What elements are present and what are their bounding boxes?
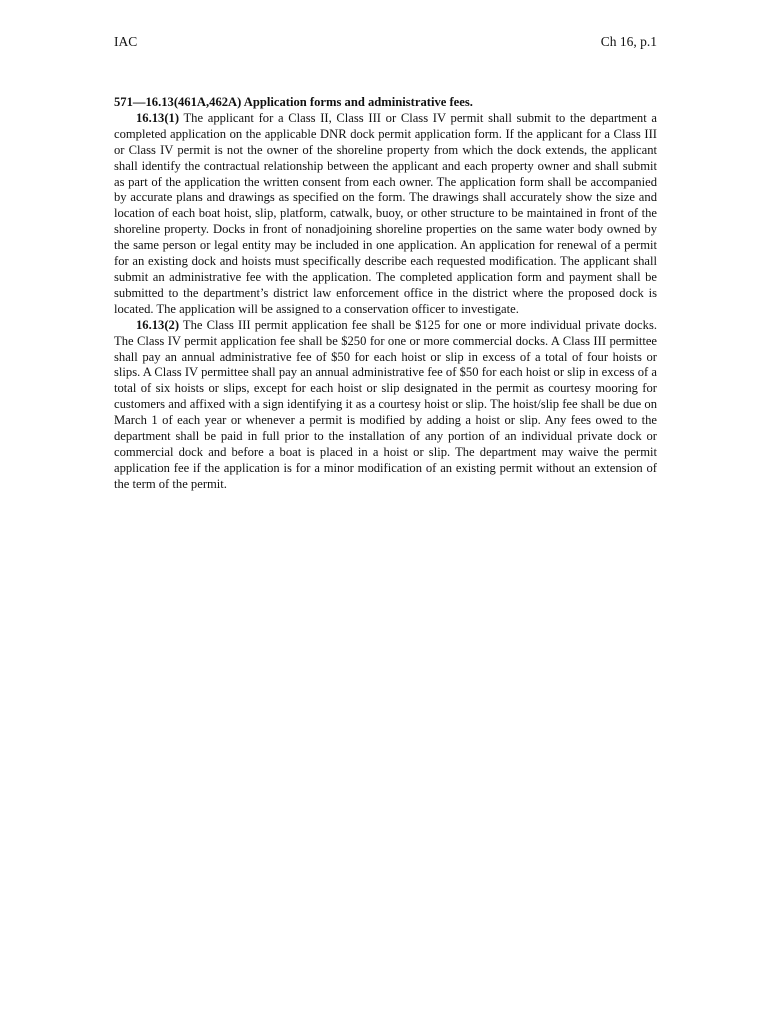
paragraph-text: The Class III permit application fee shall be $125 for one or more individual private docks. The Class IV permit application fee shall be $250 for one or more commercial docks. A Class III permittee shall pay an annual administrative fee of $50 for each hoist or slip in excess of a total of four hoists or slips. A Class IV permittee shall pay an annual administrative fee of $50 for each hoist or slip in excess of a total of six hoists or slips, except for each hoist or slip designated in the permit as courtesy mooring for customers and affixed with a sign identifying it as a courtesy hoist or slip. The hoist/slip fee shall be due on March 1 of each year or whenever a permit is modified by adding a hoist or slip. Any fees owed to the department shall be paid in full prior to the installation of any portion of an individual private dock or commercial dock and before a boat is placed in a hoist or slip. The department may waive the permit application fee if the application is for a minor modification of an existing permit without an extension of the term of the permit. [114,317,657,491]
header-page-number: Ch 16, p.1 [600,34,657,49]
paragraph-text: The applicant for a Class II, Class III or Class IV permit shall submit to the department a completed application on the applicable DNR dock permit application form. If the applicant for a Class III or Class IV permit is not the owner of the shoreline property from which the dock extends, the applicant shall identify the contractual relationship between the applicant and each property owner and shall submit as part of the application the written consent from each owner. The application form shall be accompanied by accurate plans and drawings as specified on the form. The drawings shall accurately show the size and location of each boat hoist, slip, platform, catwalk, buoy, or other structure to be maintained in front of the shoreline property. Docks in front of nonadjoining shoreline properties on the same water body owned by the same person or legal entity may be included in one application. An application for renewal of a permit for an existing dock and hoists must specifically describe each requested modification. The applicant shall submit an administrative fee with the application. The completed application form and payment shall be submitted to the department’s district law enforcement office in the district where the proposed dock is located. The application will be assigned to a conservation officer to investigate. [114,110,657,316]
page-header [114,34,657,52]
rule-body [114,95,657,493]
paragraph-number: 16.13(1) [136,110,180,125]
paragraph-number: 16.13(2) [136,317,180,332]
rule-title: 571—16.13(461A,462A) Application forms and administrative fees. [114,95,473,109]
header-source: IAC [114,34,138,49]
rule-paragraph-2 [114,318,657,493]
rule-paragraph-1 [114,111,657,318]
